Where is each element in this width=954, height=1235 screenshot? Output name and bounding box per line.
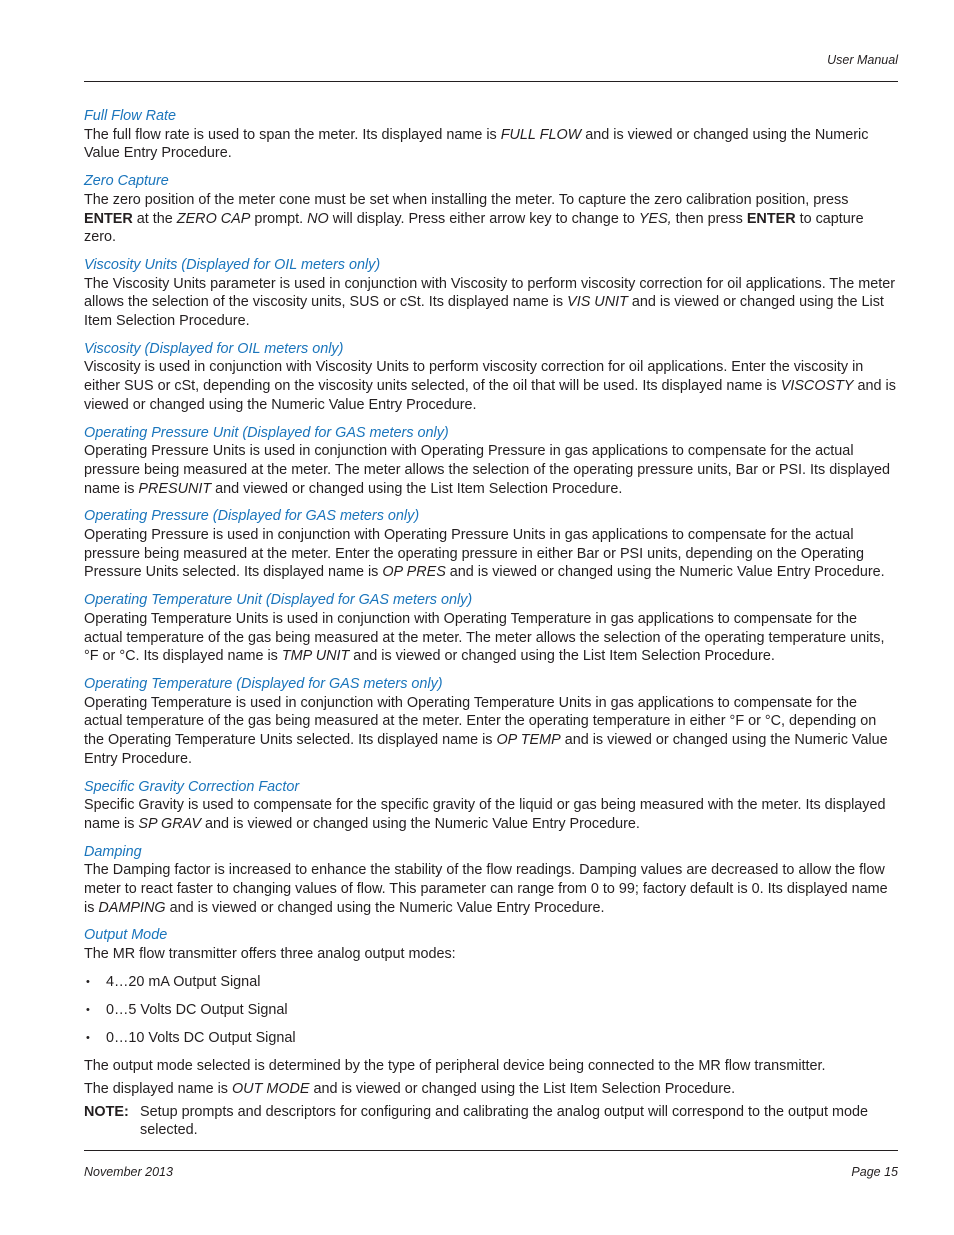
body-text: and is viewed or changed using the List Item Selection Procedure. [84, 294, 884, 330]
body-text: and is viewed or changed using the Numeric Value Entry Procedure. [201, 815, 640, 832]
section [84, 675, 898, 769]
section-heading: Zero Capture [84, 173, 169, 190]
section-heading: Viscosity Units (Displayed for OIL meters only) [84, 256, 381, 273]
section [84, 424, 898, 499]
body-text: will display. Press either arrow key to change to [328, 210, 639, 227]
display-name-text: VISCOSTY [780, 378, 854, 395]
note-block [84, 1103, 898, 1140]
section-body [84, 526, 898, 582]
section [84, 778, 898, 834]
body-text: and is viewed or changed using the Numeric Value Entry Procedure. [84, 378, 896, 413]
key-name-text: ENTER [746, 210, 796, 227]
display-name-text: OUT MODE [231, 1080, 310, 1097]
section-body [84, 442, 898, 498]
section-body [84, 610, 898, 666]
body-text: and is viewed or changed using the Numeric Value Entry Procedure. [84, 732, 888, 767]
section-body [84, 191, 898, 247]
section-heading: Full Flow Rate [84, 108, 176, 124]
page-number: Page 15 [851, 1165, 898, 1179]
section [84, 340, 898, 415]
list-item: • 0…5 Volts DC Output Signal [84, 1001, 898, 1020]
body-text: and is viewed or changed using the Numeric Value Entry Procedure. [84, 126, 869, 162]
section-body [84, 694, 898, 769]
display-name-text: SP GRAV [138, 815, 202, 832]
section-body [84, 861, 898, 917]
header-label: User Manual [827, 53, 898, 67]
body-text: The zero position of the meter cone must be set when installing the meter. To capture the zero calibration position, press [84, 191, 849, 208]
display-name-text: PRESUNIT [138, 480, 212, 497]
section [84, 172, 898, 247]
display-name-text: FULL FLOW [500, 126, 582, 143]
footer-date: November 2013 [84, 1165, 173, 1179]
output-mode-display-name [84, 1080, 898, 1099]
body-text: to capture zero. [84, 210, 864, 246]
body-text: and is viewed or changed using the List Item Selection Procedure. [309, 1080, 736, 1097]
body-text: at the [132, 210, 177, 227]
body-text: and viewed or changed using the List Item Selection Procedure. [211, 480, 623, 497]
section [84, 843, 898, 918]
body-text: Operating Temperature is used in conjunction with Operating Temperature Units in gas applications to compensate for the actual temperature of the gas being measured at the meter. Enter the operating temperature in either °F or °C, depending on the Operating Temperature Units selected. Its displayed name is [84, 694, 877, 749]
section [84, 256, 898, 331]
display-name-text: OP PRES [382, 564, 446, 581]
list-item: • 4…20 mA Output Signal [84, 973, 898, 992]
section-heading: Operating Temperature (Displayed for GAS meters only) [84, 675, 443, 692]
body-text: Specific Gravity is used to compensate for the specific gravity of the liquid or gas being measured with the meter. Its displayed name is [84, 797, 886, 832]
section-body: The MR flow transmitter offers three analog output modes: [84, 946, 456, 963]
section-body [84, 796, 898, 833]
display-name-text: NO [307, 210, 329, 227]
sections-container [84, 107, 898, 917]
section-body [84, 358, 898, 414]
list-item: • 0…10 Volts DC Output Signal [84, 1029, 898, 1048]
output-mode-list [84, 973, 898, 1048]
body-text: and is viewed or changed using the List Item Selection Procedure. [349, 648, 775, 665]
section [84, 591, 898, 666]
note-label: NOTE: [84, 1103, 129, 1120]
display-name-text: DAMPING [98, 899, 166, 916]
display-name-text: ZERO CAP [176, 210, 251, 227]
body-text: and is viewed or changed using the Numeric Value Entry Procedure. [445, 564, 885, 581]
body-text: The displayed name is [84, 1080, 232, 1097]
section [84, 507, 898, 582]
body-text: The full flow rate is used to span the meter. Its displayed name is [84, 126, 501, 143]
header-rule [84, 81, 898, 82]
section-heading: Viscosity (Displayed for OIL meters only) [84, 340, 344, 357]
body-text: Operating Pressure is used in conjunction with Operating Pressure Units in gas applications to compensate for the actual pressure being measured at the meter. Enter the operating pressure in either Bar or PSI units, depending on the Operating Pressure Units selected. Its displayed name is [84, 527, 864, 581]
section-heading: Output Mode [84, 927, 168, 944]
body-text: The Damping factor is increased to enhance the stability of the flow readings. Damping values are decreased to allow the flow meter to react faster to changing values of flow. This parameter can range from 0 to 99; factory default is 0. Its displayed name is [84, 862, 888, 916]
note-text: Setup prompts and descriptors for configuring and calibrating the analog output will correspond to the output mode selected. [140, 1103, 868, 1139]
body-text: then press [671, 210, 747, 227]
body-text: prompt. [250, 210, 308, 227]
section-heading: Operating Temperature Unit (Displayed for GAS meters only) [84, 592, 473, 609]
section-heading: Operating Pressure Unit (Displayed for GAS meters only) [84, 424, 449, 441]
key-name-text: ENTER [84, 210, 133, 227]
section [84, 107, 898, 163]
page-content [84, 107, 898, 1149]
display-name-text: OP TEMP [496, 732, 561, 749]
section-output-mode [84, 926, 898, 1140]
section-body [84, 126, 898, 163]
output-mode-description: The output mode selected is determined by the type of peripheral device being connected to the MR flow transmitter. [84, 1058, 826, 1075]
body-text: Viscosity is used in conjunction with Viscosity Units to perform viscosity correction for oil applications. Enter the viscosity in either SUS or cSt, depending on the viscosity units selected, of the oil that will be used. Its displayed name is [84, 359, 864, 395]
body-text: The Viscosity Units parameter is used in conjunction with Viscosity to perform viscosity correction for oil applications. The meter allows the selection of the viscosity units, SUS or cSt. Its displayed name is [84, 275, 896, 311]
body-text: Operating Temperature Units is used in conjunction with Operating Temperature in gas applications to compensate for the actual temperature of the gas being measured at the meter. The meter allows the selection of the operating temperature units, °F or °C. Its displayed name is [84, 610, 885, 665]
section-heading: Damping [84, 843, 142, 860]
section-heading: Operating Pressure (Displayed for GAS meters only) [84, 508, 420, 525]
display-name-text: VIS UNIT [567, 294, 628, 311]
footer-rule [84, 1150, 898, 1151]
body-text: Operating Pressure Units is used in conjunction with Operating Pressure in gas applications to compensate for the actual pressure being measured at the meter. The meter allows the selection of the operating pressure units, Bar or PSI. Its displayed name is [84, 443, 891, 497]
section-heading: Specific Gravity Correction Factor [84, 778, 300, 795]
section-body [84, 275, 898, 331]
display-name-text: YES, [638, 210, 672, 227]
body-text: and is viewed or changed using the Numeric Value Entry Procedure. [165, 899, 605, 916]
display-name-text: TMP UNIT [281, 648, 350, 665]
